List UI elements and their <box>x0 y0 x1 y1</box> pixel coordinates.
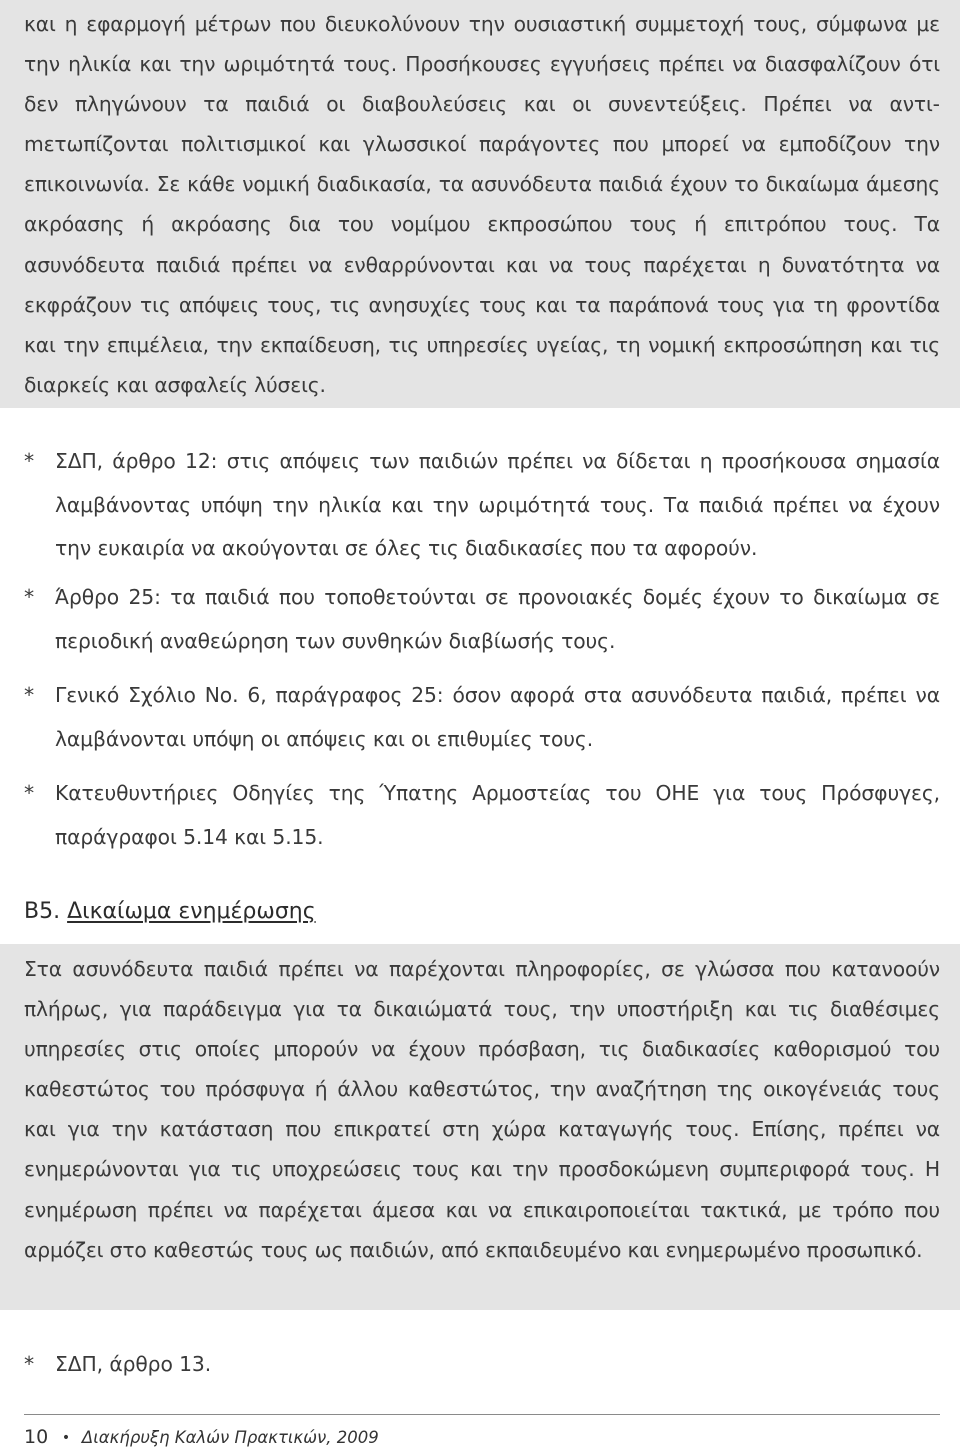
publication-title: Διακήρυξη Καλών Πρακτικών, 2009 <box>81 1428 379 1447</box>
paragraph-text: και η εφαρμογή μέτρων που διευκολύνουν την ουσιαστική συμμετοχή τους, σύμφωνα με την ηλικία και την ωριμότητά τους. Προσήκουσες εγγυήσεις πρέπει να διασφαλίζουν ότι δεν πληγώνουν τα παιδιά οι διαβουλεύσεις και οι συνεντεύξεις. Πρέπει να αντιmετωπίζονται πολιτισμικοί και γλωσσικοί παράγοντες που μπορεί να εμποδίζουν την επικοινωνία. Σε κάθε νομική διαδικασία, τα ασυνόδευτα παιδιά έχουν το δικαίωμα άμεσης ακρόασης ή ακρόασης δια του νομίμου εκπροσώπου τους ή επιτρόπου τους. Τα ασυνόδευτα παιδιά πρέπει να ενθαρρύνονται και να τους παρέχεται η δυνατότητα να εκφράζουν τις απόψεις τους, τις ανησυχίες τους και τα παράπονά τους για τη φροντίδα και την επιμέλεια, την εκπαίδευση, τις υπηρεσίες υγείας, τη νομική εκπροσώπηση και τις διαρκείς και ασφαλείς λύσεις. <box>24 12 940 397</box>
page-footer <box>24 1424 379 1451</box>
footnote-text: Κατευθυντήριες Οδηγίες της Ύπατης Αρμοστείας του ΟΗΕ για τους Πρόσφυγες, παράγραφοι 5.14 και 5.15. <box>55 781 940 849</box>
bullet-separator: • <box>61 1430 71 1446</box>
footer-divider <box>24 1414 940 1415</box>
asterisk-marker: * <box>24 683 35 707</box>
footnote-text: ΣΔΠ, άρθρο 12: στις απόψεις των παιδιών πρέπει να δίδεται η προσήκουσα σημασία λαμβάνοντας υπόψη την ηλικία και την ωριμότητά τους. Τα παιδιά πρέπει να έχουν την ευκαιρία να ακούγονται σε όλες τις διαδικασίες που τα αφορούν. <box>55 449 940 560</box>
section-title: Δικαίωμα ενημέρωσης <box>67 899 316 924</box>
asterisk-marker: * <box>24 1352 35 1376</box>
asterisk-marker: * <box>24 585 35 609</box>
paragraph-text: Στα ασυνόδευτα παιδιά πρέπει να παρέχονται πληροφορίες, σε γλώσσα που κατανοούν πλήρως, για παράδειγμα για τα δικαιώματά τους, την υποστήριξη και τις διαθέσιμες υπηρεσίες στις οποίες μπορούν να έχουν πρόσβαση, τις διαδικασίες καθορισμού του καθεστώτος του πρόσφυγα ή άλλου καθεστώτος, την αναζήτηση της οικογένειάς τους και για την κατάσταση που επικρατεί στη χώρα καταγωγής τους. Επίσης, πρέπει να ενημερώνονται για τις υποχρεώσεις τους και την προσδοκώμενη συμπεριφορά τους. Η ενημέρωση πρέπει να παρέχεται άμεσα και να επικαιροποιείται τακτικά, με τρόπο που αρμόζει στο καθεστώς τους ως παιδιών, από εκπαιδευμένο και ενημερωμένο προσωπικό. <box>24 957 940 1262</box>
footnote-item <box>24 674 940 761</box>
page-number: 10 <box>24 1426 49 1448</box>
section-number: Β5. <box>24 899 61 924</box>
footnote-text: ΣΔΠ, άρθρο 13. <box>55 1352 212 1376</box>
footnote-item <box>24 440 940 571</box>
footnote-text: Άρθρο 25: τα παιδιά που τοποθετούνται σε προνοιακές δομές έχουν το δικαίωμα σε περιοδική αναθεώρηση των συνθηκών διαβίωσής τους. <box>55 585 940 653</box>
footnote-item <box>24 772 940 859</box>
footnote-item <box>24 576 940 663</box>
footnote-text: Γενικό Σχόλιο Νο. 6, παράγραφος 25: όσον αφορά στα ασυνόδευτα παιδιά, πρέπει να λαμβάνονται υπόψη οι απόψεις και οι επιθυμίες τους. <box>55 683 940 751</box>
section-heading <box>24 892 316 932</box>
asterisk-marker: * <box>24 449 35 473</box>
shaded-paragraph-2 <box>0 944 960 1310</box>
footnote-item <box>24 1343 940 1387</box>
asterisk-marker: * <box>24 781 35 805</box>
shaded-paragraph-1 <box>0 0 960 408</box>
